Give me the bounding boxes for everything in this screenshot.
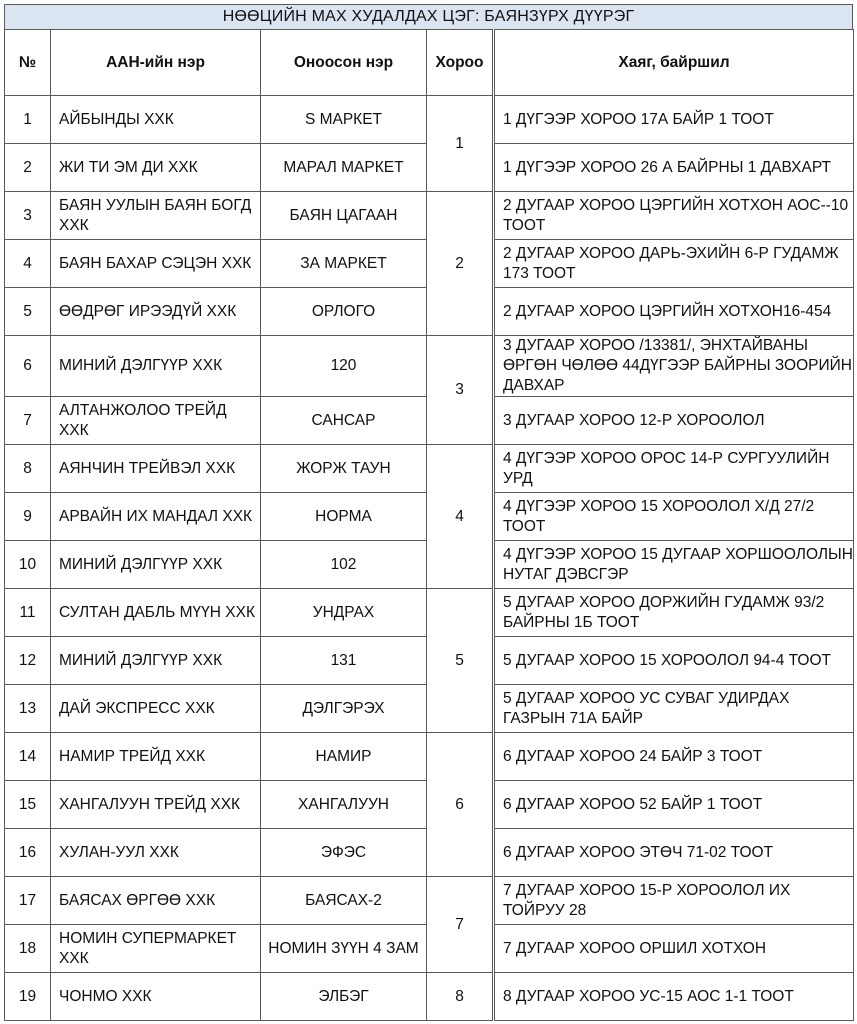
shop-address: 6 ДУГААР ХОРОО 52 БАЙР 1 ТООТ — [494, 781, 854, 829]
row-number: 18 — [5, 925, 51, 973]
table-row — [5, 445, 854, 493]
shop-address: 5 ДУГААР ХОРОО 15 ХОРООЛОЛ 94-4 ТООТ — [494, 637, 854, 685]
company-name: БАЯН БАХАР СЭЦЭН ХХК — [51, 240, 261, 288]
shop-address: 4 ДҮГЭЭР ХОРОО 15 ДУГААР ХОРШООЛОЛЫН НУТАГ ДЭВСГЭР — [494, 541, 854, 589]
row-number: 3 — [5, 192, 51, 240]
khoroo-cell: 4 — [427, 445, 494, 589]
table-row — [5, 733, 854, 781]
khoroo-cell: 3 — [427, 336, 494, 445]
row-number: 13 — [5, 685, 51, 733]
row-number: 11 — [5, 589, 51, 637]
company-name: АРВАЙН ИХ МАНДАЛ ХХК — [51, 493, 261, 541]
company-name: МИНИЙ ДЭЛГҮҮР ХХК — [51, 541, 261, 589]
company-name: БАЯСАХ ӨРГӨӨ ХХК — [51, 877, 261, 925]
shop-nickname: МАРАЛ МАРКЕТ — [261, 144, 427, 192]
khoroo-cell: 1 — [427, 96, 494, 192]
table-row — [5, 589, 854, 637]
row-number: 16 — [5, 829, 51, 877]
khoroo-cell: 8 — [427, 973, 494, 1021]
shop-nickname: 102 — [261, 541, 427, 589]
row-number: 9 — [5, 493, 51, 541]
table-title: НӨӨЦИЙН МАХ ХУДАЛДАХ ЦЭГ: БАЯНЗҮРХ ДҮҮРЭГ — [4, 4, 853, 29]
table-body — [5, 96, 854, 1021]
table-row — [5, 877, 854, 925]
company-name: СУЛТАН ДАБЛЬ МҮҮН ХХК — [51, 589, 261, 637]
document-page — [4, 4, 853, 1021]
shop-nickname: ЗА МАРКЕТ — [261, 240, 427, 288]
shop-nickname: ОРЛОГО — [261, 288, 427, 336]
header-row — [5, 30, 854, 96]
shop-address: 1 ДҮГЭЭР ХОРОО 26 А БАЙРНЫ 1 ДАВХАРТ — [494, 144, 854, 192]
shop-address: 3 ДУГААР ХОРОО 12-Р ХОРООЛОЛ — [494, 397, 854, 445]
company-name: АЙБЫНДЫ ХХК — [51, 96, 261, 144]
row-number: 6 — [5, 336, 51, 397]
row-number: 5 — [5, 288, 51, 336]
company-name: НОМИН СУПЕРМАРКЕТ ХХК — [51, 925, 261, 973]
company-name: НАМИР ТРЕЙД ХХК — [51, 733, 261, 781]
shop-nickname: БАЯСАХ-2 — [261, 877, 427, 925]
shop-address: 4 ДҮГЭЭР ХОРОО 15 ХОРООЛОЛ Х/Д 27/2 ТООТ — [494, 493, 854, 541]
table-row — [5, 336, 854, 397]
row-number: 10 — [5, 541, 51, 589]
company-name: АЯНЧИН ТРЕЙВЭЛ ХХК — [51, 445, 261, 493]
shop-address: 7 ДУГААР ХОРОО 15-Р ХОРООЛОЛ ИХ ТОЙРУУ 28 — [494, 877, 854, 925]
shop-nickname: ЖОРЖ ТАУН — [261, 445, 427, 493]
row-number: 2 — [5, 144, 51, 192]
company-name: БАЯН УУЛЫН БАЯН БОГД ХХК — [51, 192, 261, 240]
shop-nickname: 131 — [261, 637, 427, 685]
header-num: № — [5, 30, 51, 96]
shop-nickname: ДЭЛГЭРЭХ — [261, 685, 427, 733]
khoroo-cell: 7 — [427, 877, 494, 973]
company-name: ДАЙ ЭКСПРЕСС ХХК — [51, 685, 261, 733]
company-name: МИНИЙ ДЭЛГҮҮР ХХК — [51, 336, 261, 397]
shop-address: 3 ДУГААР ХОРОО /13381/, ЭНХТАЙВАНЫ ӨРГӨН ЧӨЛӨӨ 44ДҮГЭЭР БАЙРНЫ ЗООРИЙН ДАВХАР — [494, 336, 854, 397]
shop-nickname: ХАНГАЛУУН — [261, 781, 427, 829]
company-name: ЧОНМО ХХК — [51, 973, 261, 1021]
header-nickname: Оноосон нэр — [261, 30, 427, 96]
table-row — [5, 96, 854, 144]
shop-address: 6 ДУГААР ХОРОО 24 БАЙР 3 ТООТ — [494, 733, 854, 781]
header-address: Хаяг, байршил — [494, 30, 854, 96]
company-name: ХУЛАН-УУЛ ХХК — [51, 829, 261, 877]
table-row — [5, 192, 854, 240]
shop-address: 1 ДҮГЭЭР ХОРОО 17А БАЙР 1 ТООТ — [494, 96, 854, 144]
khoroo-cell: 2 — [427, 192, 494, 336]
shop-address: 5 ДУГААР ХОРОО УС СУВАГ УДИРДАХ ГАЗРЫН 71А БАЙР — [494, 685, 854, 733]
company-name: ЖИ ТИ ЭМ ДИ ХХК — [51, 144, 261, 192]
row-number: 17 — [5, 877, 51, 925]
shop-address: 8 ДУГААР ХОРОО УС-15 АОС 1-1 ТООТ — [494, 973, 854, 1021]
shop-nickname: НАМИР — [261, 733, 427, 781]
khoroo-cell: 5 — [427, 589, 494, 733]
shops-table — [4, 29, 854, 1021]
row-number: 12 — [5, 637, 51, 685]
shop-address: 2 ДУГААР ХОРОО ЦЭРГИЙН ХОТХОН АОС--10 ТООТ — [494, 192, 854, 240]
row-number: 4 — [5, 240, 51, 288]
shop-nickname: БАЯН ЦАГААН — [261, 192, 427, 240]
shop-address: 4 ДҮГЭЭР ХОРОО ОРОС 14-Р СУРГУУЛИЙН УРД — [494, 445, 854, 493]
company-name: ӨӨДРӨГ ИРЭЭДҮЙ ХХК — [51, 288, 261, 336]
table-row — [5, 973, 854, 1021]
shop-address: 5 ДУГААР ХОРОО ДОРЖИЙН ГУДАМЖ 93/2 БАЙРНЫ 1Б ТООТ — [494, 589, 854, 637]
row-number: 1 — [5, 96, 51, 144]
company-name: АЛТАНЖОЛОО ТРЕЙД ХХК — [51, 397, 261, 445]
shop-nickname: S МАРКЕТ — [261, 96, 427, 144]
shop-address: 6 ДУГААР ХОРОО ЭТӨЧ 71-02 ТООТ — [494, 829, 854, 877]
row-number: 14 — [5, 733, 51, 781]
header-khoroo: Хороо — [427, 30, 494, 96]
row-number: 7 — [5, 397, 51, 445]
company-name: ХАНГАЛУУН ТРЕЙД ХХК — [51, 781, 261, 829]
shop-nickname: 120 — [261, 336, 427, 397]
shop-address: 2 ДУГААР ХОРОО ДАРЬ-ЭХИЙН 6-Р ГУДАМЖ 173 ТООТ — [494, 240, 854, 288]
khoroo-cell: 6 — [427, 733, 494, 877]
row-number: 8 — [5, 445, 51, 493]
shop-nickname: ЭЛБЭГ — [261, 973, 427, 1021]
shop-nickname: НОМИН ЗҮҮН 4 ЗАМ — [261, 925, 427, 973]
company-name: МИНИЙ ДЭЛГҮҮР ХХК — [51, 637, 261, 685]
shop-address: 2 ДУГААР ХОРОО ЦЭРГИЙН ХОТХОН16-454 — [494, 288, 854, 336]
row-number: 19 — [5, 973, 51, 1021]
shop-nickname: УНДРАХ — [261, 589, 427, 637]
shop-nickname: НОРМА — [261, 493, 427, 541]
shop-nickname: ЭФЭС — [261, 829, 427, 877]
shop-nickname: САНСАР — [261, 397, 427, 445]
header-company: ААН-ийн нэр — [51, 30, 261, 96]
shop-address: 7 ДУГААР ХОРОО ОРШИЛ ХОТХОН — [494, 925, 854, 973]
row-number: 15 — [5, 781, 51, 829]
